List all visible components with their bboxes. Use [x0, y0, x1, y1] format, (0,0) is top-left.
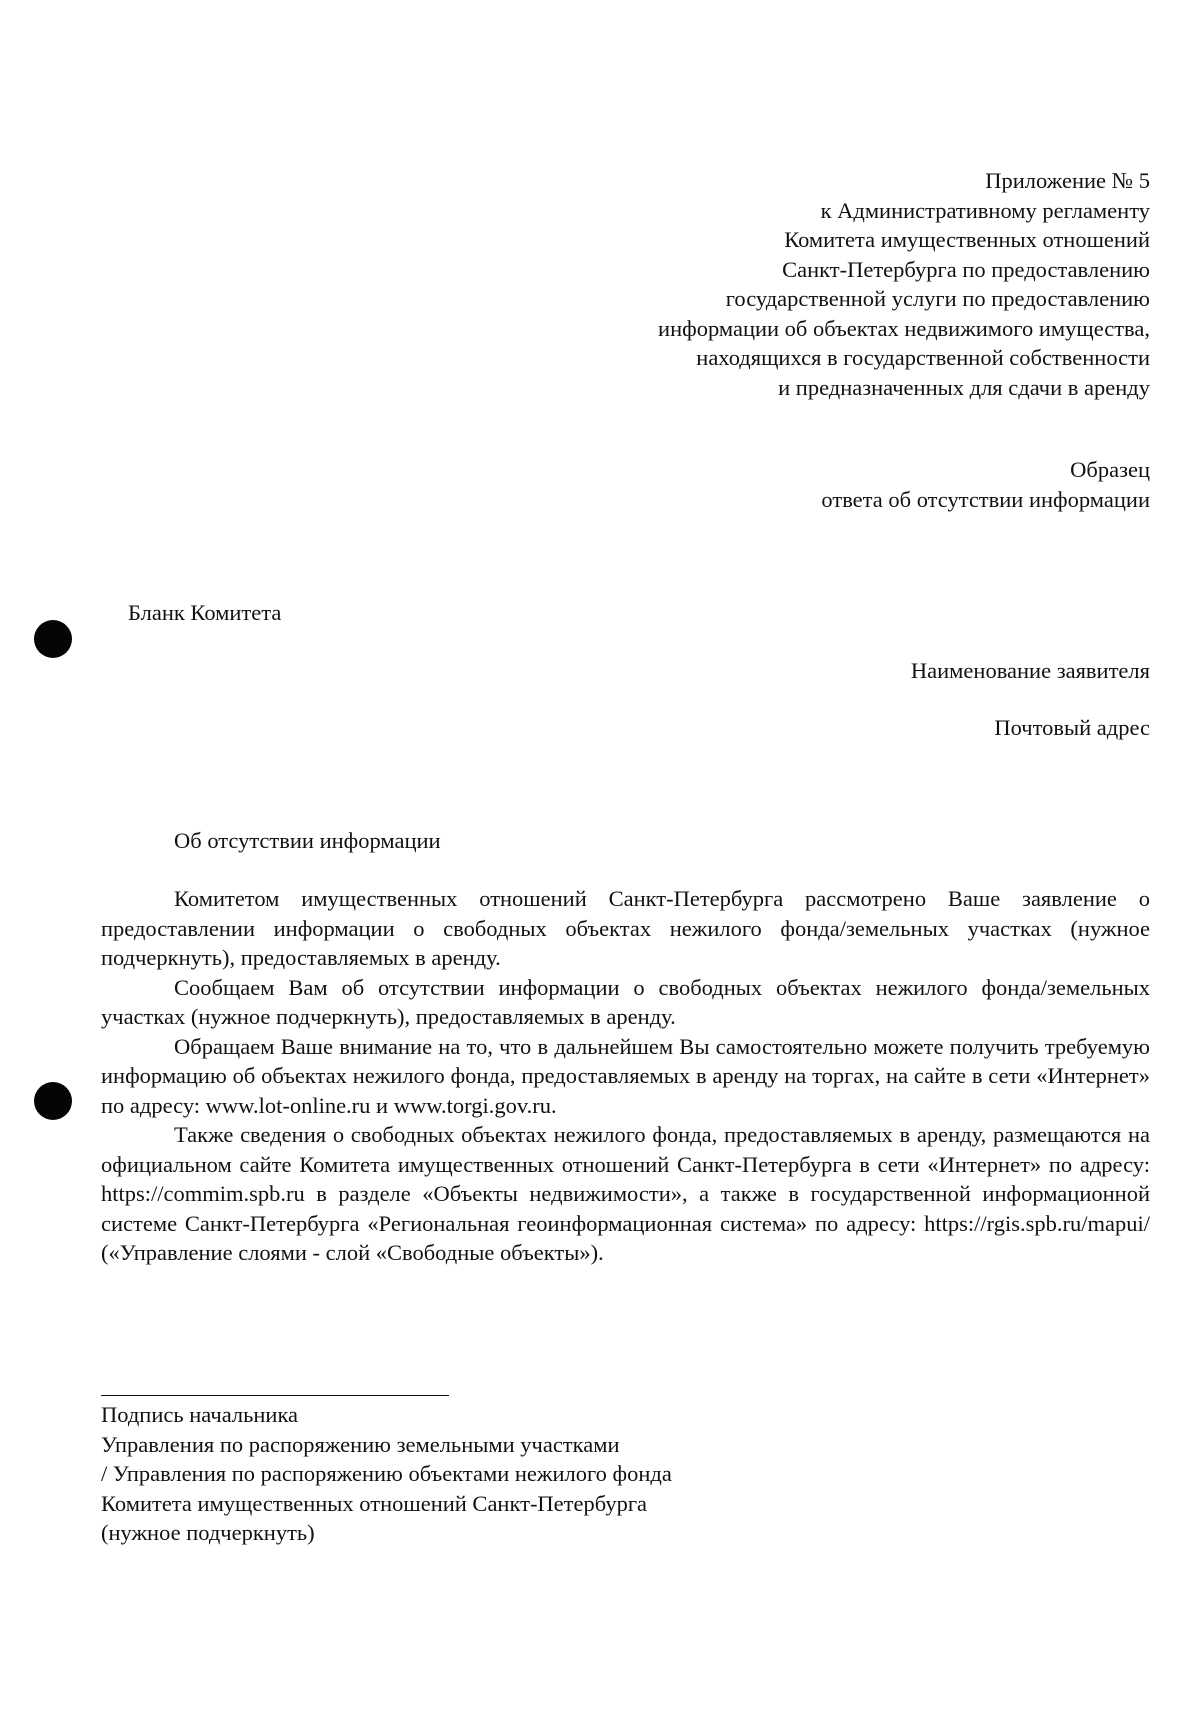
signature-line-text: Комитета имущественных отношений Санкт-Петербурга [101, 1490, 648, 1516]
signature-block [101, 1400, 861, 1548]
letter-paragraph: Также сведения о свободных объектах нежилого фонда, предоставляемых в аренду, размещаются на официальном сайте Комитета имущественных отношений Санкт-Петербурга в сети «Интернет» по адресу: https://commim.spb.ru в разделе «Объекты недвижимости», а также в государственной информационной системе Санкт-Петербурга «Региональная геоинформационная система» по адресу: https://rgis.spb.ru/mapui/ («Управление слоями - слой «Свободные объекты»). [101, 1122, 1150, 1265]
annex-line: Комитета имущественных отношений [784, 227, 1150, 252]
recipient-name-label: Наименование заявителя [910, 658, 1150, 683]
annex-line: к Административному регламенту [820, 197, 1150, 223]
sample-line: Образец [1070, 457, 1150, 482]
annex-line: находящихся в государственной собственности [696, 345, 1150, 370]
annex-line: Приложение № 5 [985, 168, 1150, 193]
letter-subject: Об отсутствии информации [174, 828, 441, 853]
signature-line-text: Управления по распоряжению земельными участками [101, 1431, 620, 1457]
sample-heading [630, 455, 1150, 514]
letter-paragraph: Сообщаем Вам об отсутствии информации о свободных объектах нежилого фонда/земельных участках (нужное подчеркнуть), предоставляемых в аренду. [101, 974, 1150, 1029]
letter-paragraph: Комитетом имущественных отношений Санкт-Петербурга рассмотрено Ваше заявление о предоставлении информации о свободных объектах нежилого фонда/земельных участках (нужное подчеркнуть), предоставляемых в аренду. [101, 886, 1150, 970]
annex-line: государственной услуги по предоставлению [725, 286, 1150, 311]
recipient-address-label: Почтовый адрес [994, 715, 1150, 740]
letter-body [101, 884, 1150, 1268]
sample-line: ответа об отсутствии информации [821, 486, 1150, 512]
punch-hole-top [34, 620, 72, 658]
annex-line: Санкт-Петербурга по предоставлению [782, 256, 1150, 282]
signature-line-text: Подпись начальника [101, 1402, 299, 1427]
signature-line [101, 1395, 449, 1396]
letterhead-blank-label: Бланк Комитета [128, 600, 282, 625]
annex-line: информации об объектах недвижимого имущества, [658, 315, 1150, 341]
punch-hole-bottom [34, 1082, 72, 1120]
signature-line-text: / Управления по распоряжению объектами нежилого фонда [101, 1461, 672, 1486]
annex-header [530, 166, 1150, 402]
letter-paragraph: Обращаем Ваше внимание на то, что в дальнейшем Вы самостоятельно можете получить требуемую информацию об объектах нежилого фонда, предоставляемых в аренду на торгах, на сайте в сети «Интернет» по адресу: www.lot-online.ru и www.torgi.gov.ru. [101, 1033, 1150, 1118]
signature-line-text: (нужное подчеркнуть) [101, 1520, 315, 1545]
annex-line: и предназначенных для сдачи в аренду [778, 374, 1150, 400]
